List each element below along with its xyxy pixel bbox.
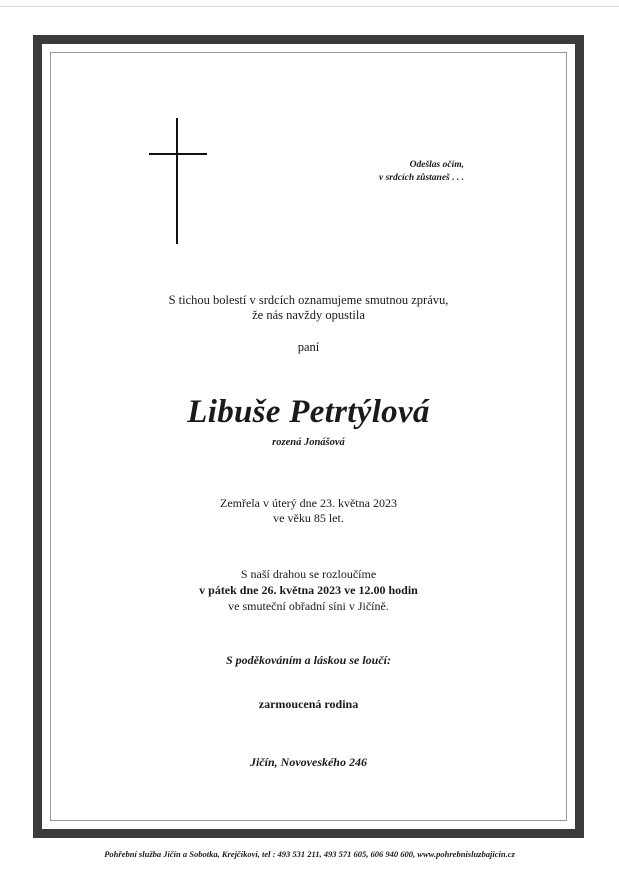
funeral-service-footer: Pohřební služba Jičín a Sobotka, Krejčíkovi, tel : 493 531 211, 493 571 605, 606 940 600, www.pohrebnisluzbajicin.cz xyxy=(104,849,515,859)
motto-line-1: Odešlas očím, xyxy=(409,160,464,170)
motto xyxy=(330,159,464,185)
announcement-line-2: že nás navždy opustila xyxy=(252,308,365,322)
death-line-2: ve věku 85 let. xyxy=(273,511,344,525)
deceased-name: Libuše Petrtýlová xyxy=(187,394,430,430)
address-line: Jičín, Novoveského 246 xyxy=(250,755,367,769)
maiden-name: rozená Jonášová xyxy=(272,437,345,448)
death-line-1: Zemřela v úterý dne 23. května 2023 xyxy=(220,496,397,510)
announcement-title: paní xyxy=(297,340,320,354)
family-line: zarmoucená rodina xyxy=(258,697,359,711)
motto-line-2: v srdcích zůstaneš . . . xyxy=(379,173,464,183)
cross-vertical-bar xyxy=(176,118,178,244)
announcement-line-1: S tichou bolestí v srdcích oznamujeme smutnou zprávu, xyxy=(168,293,449,307)
thanks-line: S poděkováním a láskou se loučí: xyxy=(225,653,391,667)
scan-edge-line xyxy=(0,6,619,7)
farewell-line-1: S naší drahou se rozloučíme xyxy=(240,567,377,581)
cross-horizontal-bar xyxy=(149,153,207,155)
farewell-line-3: ve smuteční obřadní síni v Jičíně. xyxy=(228,599,389,613)
farewell-line-2: v pátek dne 26. května 2023 ve 12.00 hodin xyxy=(199,583,418,597)
